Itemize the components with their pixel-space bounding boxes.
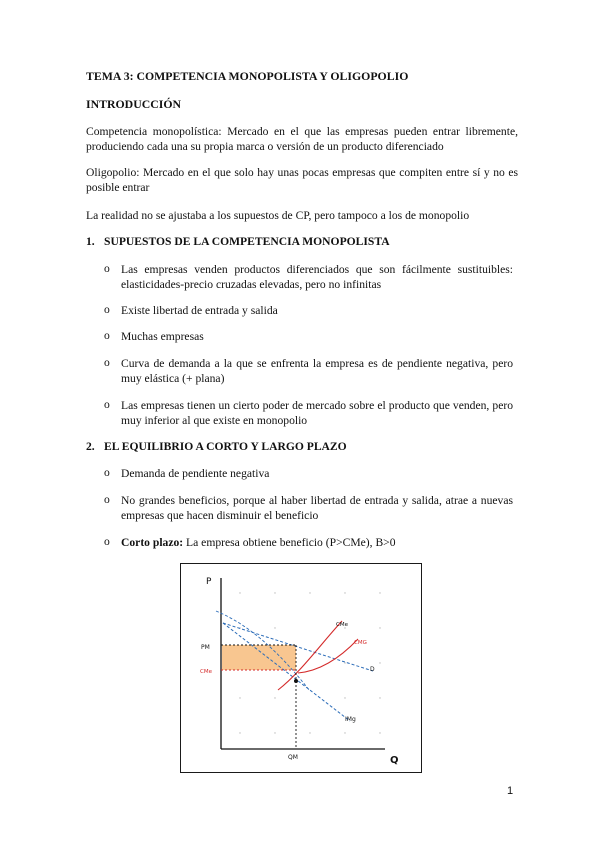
- list-item: Existe libertad de entrada y salida: [121, 304, 278, 317]
- y-axis-label: P: [206, 577, 212, 587]
- corto-plazo-text: La empresa obtiene beneficio (P>CMe), B>0: [183, 536, 396, 549]
- intro-heading: INTRODUCCIÓN: [86, 97, 182, 111]
- price-label: PM: [201, 644, 210, 651]
- bullet-marker: o: [104, 493, 110, 506]
- average-cost-curve-label: CMe: [336, 622, 348, 628]
- profit-area: [222, 645, 296, 670]
- list-item: No grandes beneficios, porque al haber libertad de entrada y salida, atrae a nuevas empresas que hacen disminuir el beneficio: [121, 494, 513, 522]
- bullet-marker: o: [104, 356, 110, 369]
- cost-label: CMe: [200, 669, 212, 675]
- short-run-equilibrium-figure: [180, 563, 422, 773]
- list-item: Las empresas venden productos diferenciados que son fácilmente sustituibles: elasticidades-precio cruzadas elevadas, pero no infinitas: [121, 263, 513, 291]
- corto-plazo-label: Corto plazo:: [121, 536, 184, 549]
- section-2-heading: EL EQUILIBRIO A CORTO Y LARGO PLAZO: [104, 440, 347, 453]
- marginal-cost-curve-label: CMG: [354, 640, 367, 646]
- marginal-revenue-curve-label: IMg: [345, 716, 356, 723]
- x-axis-label: Q: [390, 755, 399, 766]
- bullet-marker: o: [104, 466, 110, 479]
- list-item: Curva de demanda a la que se enfrenta la empresa es de pendiente negativa, pero muy elástica (+ plana): [121, 357, 513, 385]
- bullet-marker: o: [104, 398, 110, 411]
- equilibrium-point: [294, 679, 298, 683]
- section-1-number: 1.: [86, 235, 95, 248]
- paragraph-realidad: La realidad no se ajustaba a los supuestos de CP, pero tampoco a los de monopolio: [86, 209, 470, 222]
- document-title: TEMA 3: COMPETENCIA MONOPOLISTA Y OLIGOPOLIO: [86, 69, 409, 83]
- list-item: Demanda de pendiente negativa: [121, 467, 270, 480]
- bullet-marker: o: [104, 329, 110, 342]
- list-item: Las empresas tienen un cierto poder de mercado sobre el producto que venden, pero muy inferior al que existe en monopolio: [121, 399, 513, 427]
- page-number: 1: [507, 785, 514, 797]
- section-1-heading: SUPUESTOS DE LA COMPETENCIA MONOPOLISTA: [104, 235, 390, 248]
- bullet-marker: o: [104, 262, 110, 275]
- bullet-marker: o: [104, 303, 110, 316]
- list-item: Muchas empresas: [121, 330, 204, 343]
- list-item-corto-plazo: [121, 535, 513, 550]
- bullet-marker: o: [104, 535, 110, 548]
- demand-curve-label: D: [370, 666, 375, 673]
- paragraph-oligopolio: Oligopolio: Mercado en el que solo hay unas pocas empresas que compiten entre sí y no es posible entrar: [86, 166, 518, 194]
- equilibrium-graph: [180, 563, 422, 773]
- section-2-number: 2.: [86, 440, 95, 453]
- quantity-label: QM: [288, 754, 298, 761]
- paragraph-competencia: Competencia monopolística: Mercado en el que las empresas pueden entrar libremente, produciendo cada una su propia marca o versión de un producto diferenciado: [86, 125, 518, 153]
